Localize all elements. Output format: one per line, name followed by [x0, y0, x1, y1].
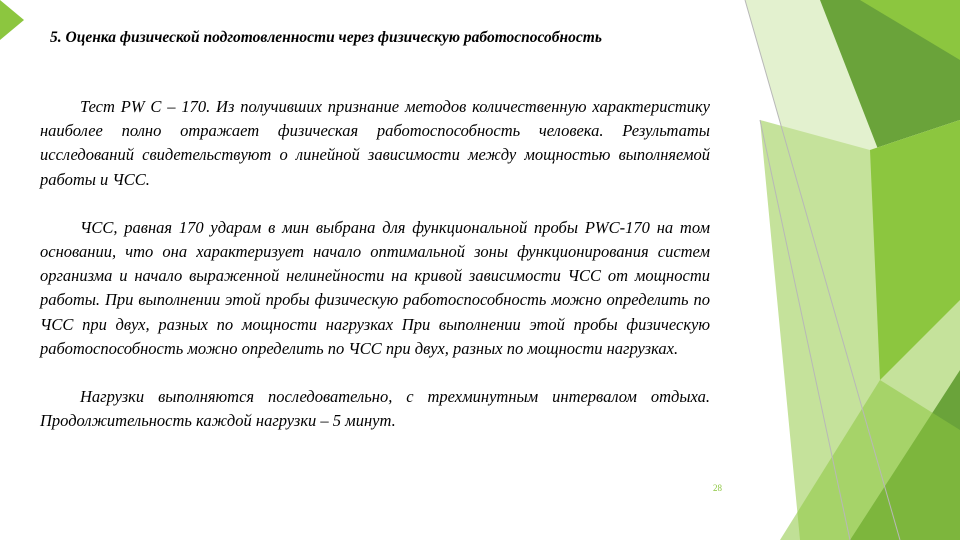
paragraph-hr-170: ЧСС, равная 170 ударам в мин выбрана для функциональной пробы PWC-170 на том основании, что она характеризует начало оптимальной зоны функционирования систем организма и начало выраженной нелинейности на кривой зависимости ЧСС от мощности работы. При выполнении этой пробы физическую работоспособность можно определить по ЧСС при двух, разных по мощности нагрузках При выполнении этой пробы физическую работоспособность можно определить по ЧСС при двух, разных по мощности нагрузках.	[40, 217, 710, 358]
slide-body	[40, 95, 710, 433]
slide-title: 5. Оценка физической подготовленности через физическую работоспособность	[50, 29, 602, 46]
paragraph-pwc-test: Тест PW C – 170. Из получивших признание методов количественную характеристику наиболее полно отражает физическая работоспособность человека. Результаты исследований свидетельствуют о линейной зависимости между мощностью выполняемой работы и ЧСС.	[40, 97, 710, 189]
left-arrow-icon	[0, 0, 24, 40]
paragraph-loads: Нагрузки выполняются последовательно, с трехминутным интервалом отдыха. Продолжительность каждой нагрузки – 5 минут.	[40, 387, 710, 431]
page-number: 28	[713, 483, 722, 493]
